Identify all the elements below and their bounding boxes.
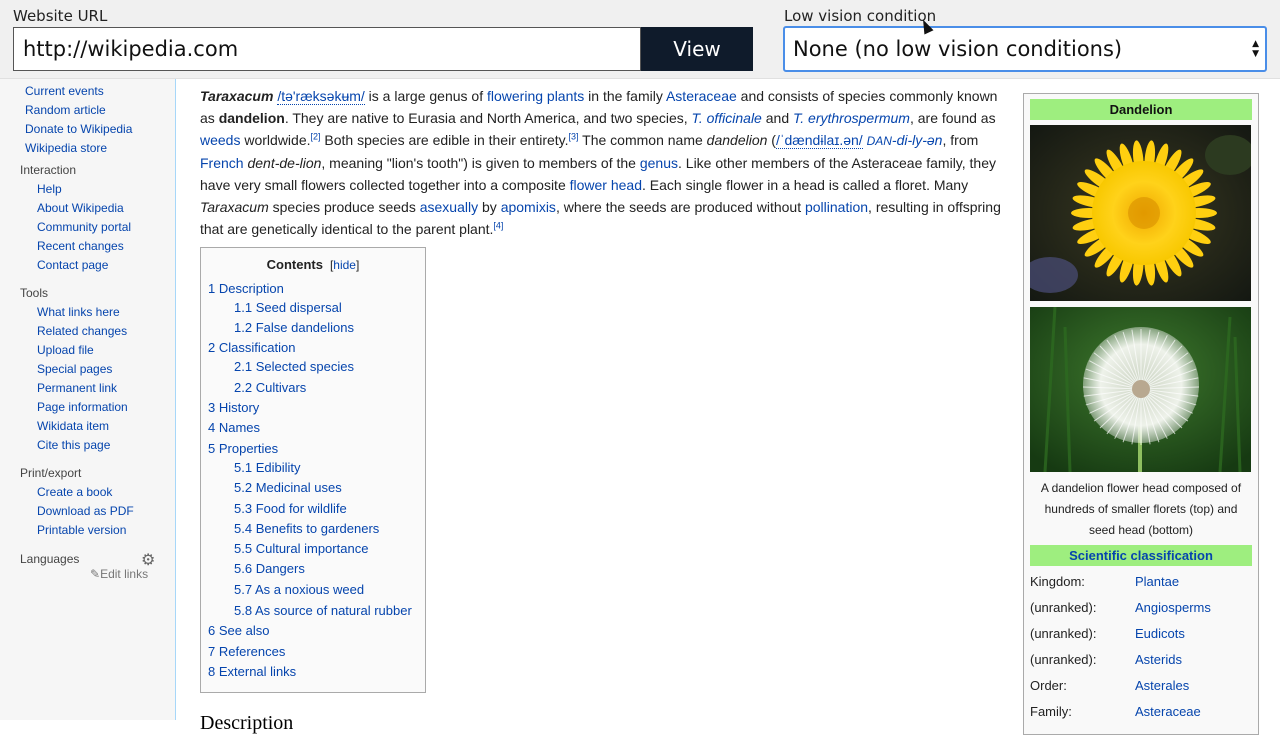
text-run: . Each single flower in a head is called a floret. Many xyxy=(642,177,969,193)
text-run: Taraxacum xyxy=(200,88,274,104)
toc-number: 2.2 xyxy=(234,380,253,395)
taxon-link[interactable]: Asterales xyxy=(1135,678,1190,693)
toc-text: Dangers xyxy=(255,561,305,576)
top-control-bar xyxy=(0,0,1280,79)
sidebar-link[interactable]: Recent changes xyxy=(37,239,124,253)
dandelion-flower-image[interactable] xyxy=(1030,125,1251,301)
toc-text: Benefits to gardeners xyxy=(255,521,380,536)
pencil-icon: ✎ xyxy=(90,567,101,581)
toc-item[interactable] xyxy=(234,320,354,335)
toc-text: Selected species xyxy=(255,359,354,374)
dandelion-seedhead-image[interactable] xyxy=(1030,307,1251,472)
sidebar-link[interactable]: Cite this page xyxy=(37,438,111,452)
toc-title: Contents xyxy=(266,257,323,272)
toc-hide-link[interactable]: hide xyxy=(333,258,356,272)
toc-number: 1.2 xyxy=(234,320,253,335)
taxon-rank: (unranked): xyxy=(1030,626,1097,641)
toc-text: Medicinal uses xyxy=(255,480,342,495)
citation-link[interactable]: [3] xyxy=(568,131,579,142)
text-run: and xyxy=(761,110,793,126)
toc-item[interactable] xyxy=(234,359,354,374)
toc-number: 5.8 xyxy=(234,603,253,618)
toc-number: 1.1 xyxy=(234,300,253,315)
toc-text: External links xyxy=(218,664,297,679)
article-link[interactable]: -di-ly-ən xyxy=(891,132,943,148)
toc-number: 5.1 xyxy=(234,460,253,475)
toc-item[interactable] xyxy=(234,380,306,395)
text-run: . Like other members of the Asteraceae family, they have very small flowers collected together into a composite xyxy=(200,155,997,193)
taxon-rank: (unranked): xyxy=(1030,652,1097,667)
sidebar-link[interactable]: Community portal xyxy=(37,220,132,234)
condition-select-value: None (no low vision conditions) xyxy=(793,37,1123,61)
text-run: dent-de-lion xyxy=(247,155,322,171)
sidebar-link[interactable]: About Wikipedia xyxy=(37,201,124,215)
toc-item[interactable] xyxy=(208,420,260,435)
sidebar-link[interactable]: Related changes xyxy=(37,324,128,338)
toc-text: Cultivars xyxy=(255,380,307,395)
text-run: and consists of species commonly known as xyxy=(200,88,998,126)
toc-item[interactable] xyxy=(234,480,342,495)
sidebar-link[interactable]: Wikipedia store xyxy=(25,141,108,155)
text-run: , from xyxy=(942,132,979,148)
toc-item[interactable] xyxy=(234,541,368,556)
toc-text: Names xyxy=(218,420,261,435)
article-link[interactable]: flowering plants xyxy=(486,88,585,104)
toc-item[interactable] xyxy=(208,441,278,456)
toc-item[interactable] xyxy=(208,664,296,679)
text-run: , where the seeds are produced without xyxy=(555,199,805,215)
toc-text: Cultural importance xyxy=(255,541,369,556)
toc-item[interactable] xyxy=(234,603,412,618)
article-link[interactable]: flower head xyxy=(569,177,643,193)
toc-number: 3 xyxy=(208,400,216,415)
toc-text: Properties xyxy=(218,441,279,456)
intro-paragraph xyxy=(200,85,1008,240)
text-run: , meaning "lion's tooth") is given to members of the xyxy=(321,155,640,171)
toc-item[interactable] xyxy=(208,281,284,296)
toc-text: See also xyxy=(218,623,270,638)
toc-item[interactable] xyxy=(234,582,364,597)
edit-links-label: Edit links xyxy=(100,567,149,581)
article-link[interactable]: Asteraceae xyxy=(665,88,737,104)
sidebar-heading-interaction: Interaction xyxy=(20,163,77,177)
text-run: dandelion xyxy=(706,132,768,148)
toc-item[interactable] xyxy=(234,521,379,536)
toc-number: 5.7 xyxy=(234,582,253,597)
sidebar-link[interactable]: Permanent link xyxy=(37,381,118,395)
toc-number: 7 xyxy=(208,644,216,659)
text-run: in the family xyxy=(584,88,666,104)
article-link[interactable]: asexually xyxy=(419,199,479,215)
toc-item[interactable] xyxy=(234,460,301,475)
text-run: species produce seeds xyxy=(268,199,420,215)
sidebar-heading-languages: Languages xyxy=(20,552,80,566)
taxon-rank: Family: xyxy=(1030,704,1072,719)
toc-text: Classification xyxy=(218,340,296,355)
sidebar-link[interactable]: Contact page xyxy=(37,258,109,272)
condition-select[interactable] xyxy=(783,26,1267,72)
text-run: by xyxy=(478,199,501,215)
toc-number: 8 xyxy=(208,664,216,679)
taxon-rank: (unranked): xyxy=(1030,600,1097,615)
sidebar-link[interactable]: Create a book xyxy=(37,485,113,499)
toc-item[interactable] xyxy=(234,501,347,516)
sidebar-link[interactable]: Special pages xyxy=(37,362,113,376)
table-of-contents: Contents [hide] 1 Description 1.1 Seed dispersal 1.2 False dandelions 2 Classification 2.1 Selected species 2.2 Cultivars 3 History 4 Names 5 Properties 5.1 Edibility 5.2 Medicinal uses 5.3 Food for wildlife 5.4 Benefits to gardeners 5.5 Cultural importance 5.6 Dangers 5.7 As a noxious weed 5.8 As source of natural rubber 6 See also 7 References 8 External links xyxy=(200,247,426,693)
taxon-link[interactable]: Angiosperms xyxy=(1135,600,1211,615)
text-run: The common name xyxy=(578,132,707,148)
toc-text: Seed dispersal xyxy=(255,300,342,315)
infobox xyxy=(1023,93,1259,735)
article-link[interactable]: apomixis xyxy=(500,199,556,215)
taxon-rank: Kingdom: xyxy=(1030,574,1085,589)
infobox-caption: A dandelion flower head composed of hundreds of smaller florets (top) and seed head (bottom) xyxy=(1040,481,1242,537)
text-run: Both species are edible in their entirety. xyxy=(320,132,569,148)
toc-number: 5.5 xyxy=(234,541,253,556)
sidebar-link[interactable]: Help xyxy=(37,182,62,196)
sidebar-link[interactable]: Download as PDF xyxy=(37,504,134,518)
toc-number: 5.2 xyxy=(234,480,253,495)
toc-item[interactable] xyxy=(234,300,342,315)
toc-number: 5.3 xyxy=(234,501,253,516)
url-label: Website URL xyxy=(13,7,108,25)
section-heading: Description xyxy=(200,712,294,734)
article-link[interactable]: T. officinale xyxy=(691,110,762,126)
toc-text: References xyxy=(218,644,286,659)
sidebar-link[interactable]: What links here xyxy=(37,305,120,319)
sidebar-heading-print: Print/export xyxy=(20,466,82,480)
condition-label: Low vision condition xyxy=(784,7,937,25)
toc-item[interactable] xyxy=(208,400,259,415)
text-run: . They are native to Eurasia and North America, and two species, xyxy=(284,110,692,126)
pronunciation-link[interactable]: /tə'ræksəkʉm/ xyxy=(277,88,365,104)
text-run: Taraxacum xyxy=(200,199,269,215)
article-link[interactable]: French xyxy=(200,155,244,171)
citation-link[interactable]: [4] xyxy=(493,220,504,231)
article-intro xyxy=(200,85,1008,240)
gear-icon[interactable]: ⚙ xyxy=(141,552,156,569)
toc-number: 2.1 xyxy=(234,359,253,374)
taxon-rank: Order: xyxy=(1030,678,1067,693)
toc-item[interactable] xyxy=(208,644,285,659)
sidebar-link[interactable]: Donate to Wikipedia xyxy=(25,122,133,136)
text-run: ( xyxy=(767,132,776,148)
sidebar xyxy=(0,79,176,720)
sidebar-link[interactable]: Random article xyxy=(25,103,106,117)
edit-links[interactable] xyxy=(90,567,148,581)
sidebar-link[interactable]: Wikidata item xyxy=(37,419,110,433)
toc-item[interactable] xyxy=(208,623,269,638)
article-link[interactable]: T. erythrospermum xyxy=(793,110,910,126)
toc-text: As a noxious weed xyxy=(254,582,365,597)
toc-number: 6 xyxy=(208,623,216,638)
sidebar-link[interactable]: Page information xyxy=(37,400,128,414)
toc-text: False dandelions xyxy=(255,320,354,335)
toc-number: 5 xyxy=(208,441,216,456)
toc-number: 2 xyxy=(208,340,216,355)
scientific-classification-heading[interactable]: Scientific classification xyxy=(1030,545,1252,566)
taxon-link[interactable]: Eudicots xyxy=(1135,626,1185,641)
toc-number: 5.4 xyxy=(234,521,253,536)
text-run: is a large genus of xyxy=(364,88,487,104)
sidebar-heading-tools: Tools xyxy=(20,286,49,300)
toc-item[interactable] xyxy=(208,340,295,355)
sidebar-link[interactable]: Upload file xyxy=(37,343,94,357)
article-link[interactable]: DAN xyxy=(866,134,892,148)
url-input[interactable] xyxy=(13,27,641,71)
toc-text: History xyxy=(218,400,260,415)
article-link[interactable]: pollination xyxy=(804,199,869,215)
article-link[interactable]: genus xyxy=(639,155,678,171)
text-run: , are found as xyxy=(909,110,996,126)
citation-link[interactable]: [2] xyxy=(310,131,321,142)
text-run: dandelion xyxy=(218,110,285,126)
sidebar-link[interactable]: Current events xyxy=(25,84,104,98)
toc-text: Food for wildlife xyxy=(255,501,347,516)
toc-item[interactable] xyxy=(234,561,305,576)
toc-text: Edibility xyxy=(255,460,301,475)
updown-arrows-icon: ▲ ▼ xyxy=(1252,39,1259,59)
toc-number: 4 xyxy=(208,420,216,435)
toc-text: As source of natural rubber xyxy=(254,603,412,618)
infobox-title: Dandelion xyxy=(1030,99,1252,120)
toc-number: 5.6 xyxy=(234,561,253,576)
taxon-link[interactable]: Asteraceae xyxy=(1135,704,1201,719)
taxon-link[interactable]: Asterids xyxy=(1135,652,1182,667)
article-link[interactable]: weeds xyxy=(200,132,241,148)
text-run: worldwide. xyxy=(240,132,311,148)
toc-number: 1 xyxy=(208,281,216,296)
toc-text: Description xyxy=(218,281,284,296)
taxon-link[interactable]: Plantae xyxy=(1135,574,1180,589)
text-run: , resulting in offspring that are genetically identical to the parent plant. xyxy=(200,199,1001,237)
view-button[interactable]: View xyxy=(641,27,753,71)
sidebar-link[interactable]: Printable version xyxy=(37,523,127,537)
pronunciation-link[interactable]: /ˈdændɨlaɪ.ən/ xyxy=(775,132,863,148)
